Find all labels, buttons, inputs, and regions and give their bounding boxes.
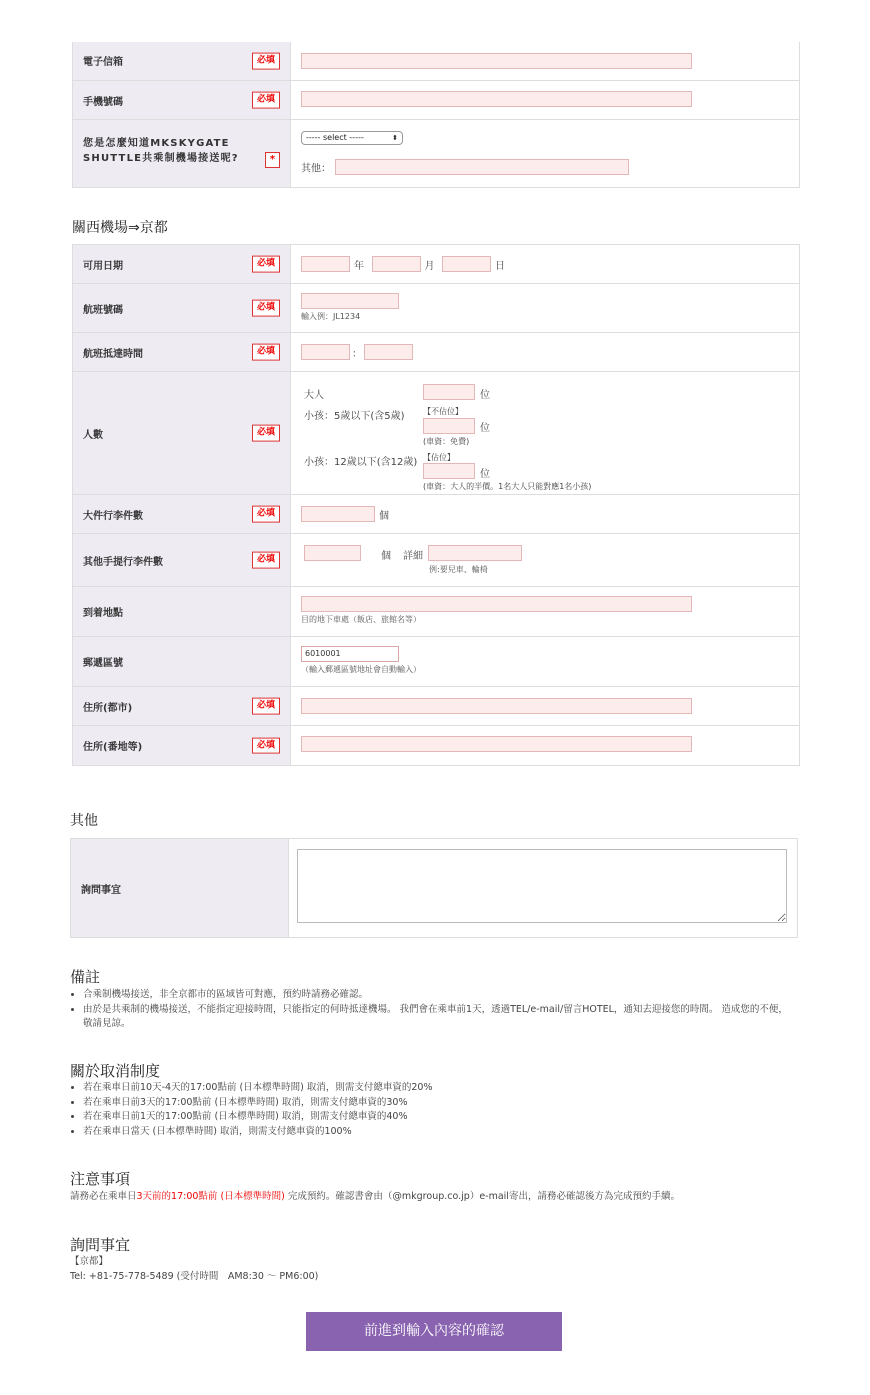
year-label: 年 bbox=[354, 260, 364, 272]
seat-note: 【佔位】 bbox=[423, 453, 455, 462]
list-item: • 若在乘車日當天 (日本標準時間) 取消，則需支付總車資的100% bbox=[83, 1125, 792, 1140]
child12-label: 小孩：12歲以下(含12歲) bbox=[304, 457, 418, 468]
required-badge: 必填 bbox=[252, 425, 280, 442]
source-select[interactable]: ----- select ----- ⬍ bbox=[301, 131, 403, 145]
city-row bbox=[73, 687, 799, 726]
year-field[interactable] bbox=[301, 256, 350, 272]
route-title: 關西機場⇒京都 bbox=[72, 220, 168, 236]
month-field[interactable] bbox=[372, 256, 421, 272]
city-field[interactable] bbox=[301, 698, 692, 714]
cancel-list bbox=[80, 1081, 792, 1139]
people-row bbox=[73, 372, 799, 495]
luggage-label: 大件行李件數 bbox=[83, 510, 143, 522]
flight-row bbox=[73, 284, 799, 333]
email-row bbox=[73, 42, 799, 81]
flight-hint: 輸入例：JL1234 bbox=[301, 312, 361, 321]
list-item: • 若在乘車日前3天的17:00點前 (日本標準時間) 取消，則需支付總車資的30% bbox=[83, 1096, 792, 1111]
destination-label: 到着地點 bbox=[83, 608, 123, 619]
hand-luggage-row bbox=[73, 534, 799, 587]
street-label: 住所(番地等) bbox=[83, 742, 143, 753]
half-fare-note: (車資：大人的半價。1名大人只能對應1名小孩) bbox=[423, 482, 592, 491]
hand-luggage-label: 其他手提行李件數 bbox=[83, 556, 163, 568]
other-field[interactable] bbox=[335, 159, 629, 175]
luggage-unit: 個 bbox=[379, 510, 389, 522]
inquiry-office: 【京都】 bbox=[70, 1256, 109, 1267]
adult-unit: 位 bbox=[480, 390, 490, 401]
arrival-hour-field[interactable] bbox=[301, 344, 350, 360]
required-badge: 必填 bbox=[252, 698, 280, 715]
list-item: • 合乘制機場接送，非全京都市的區域皆可對應，預約時請務必確認。 bbox=[83, 988, 792, 1003]
luggage-count-field[interactable] bbox=[301, 506, 375, 522]
caution-title: 注意事項 bbox=[70, 1170, 131, 1188]
date-row bbox=[73, 245, 799, 284]
source-row bbox=[73, 120, 799, 187]
child5-count-field[interactable] bbox=[423, 418, 475, 434]
destination-hint: 目的地下車處（飯店、旅館名等） bbox=[301, 615, 421, 624]
child5-unit: 位 bbox=[480, 423, 490, 434]
hand-luggage-count-field[interactable] bbox=[304, 545, 361, 561]
month-label: 月 bbox=[424, 260, 435, 272]
route-table bbox=[72, 244, 800, 766]
inquiry-title: 詢問事宜 bbox=[70, 1236, 131, 1254]
free-fare-note: (車資：免費) bbox=[423, 437, 470, 446]
required-badge: 必填 bbox=[252, 92, 280, 109]
detail-label: 詳細 bbox=[403, 551, 423, 562]
day-field[interactable] bbox=[442, 256, 491, 272]
required-badge: 必填 bbox=[252, 737, 280, 754]
inquiry-row bbox=[71, 839, 797, 937]
destination-field[interactable] bbox=[301, 596, 692, 612]
list-item: • 若在乘車日前1天的17:00點前 (日本標準時間) 取消，則需支付總車資的40% bbox=[83, 1110, 792, 1125]
required-badge: 必填 bbox=[252, 552, 280, 569]
day-label: 日 bbox=[495, 260, 505, 272]
arrival-row bbox=[73, 333, 799, 372]
inquiry-label: 詢問事宜 bbox=[81, 884, 121, 896]
arrival-minute-field[interactable] bbox=[364, 344, 413, 360]
confirm-button[interactable]: 前進到輸入內容的確認 bbox=[306, 1312, 562, 1351]
postal-code-field[interactable]: 6010001 bbox=[301, 646, 399, 662]
flight-label: 航班號碼 bbox=[83, 304, 123, 316]
people-label: 人數 bbox=[83, 429, 103, 441]
detail-field[interactable] bbox=[428, 545, 522, 561]
detail-hint: 例:要兒車、輪椅 bbox=[429, 565, 488, 574]
notes-title: 備註 bbox=[70, 968, 101, 986]
required-badge: 必填 bbox=[252, 53, 280, 70]
required-badge: 必填 bbox=[252, 300, 280, 317]
inquiry-tel: Tel: +81-75-778-5489 (受付時間 AM8:30 〜 PM6:00) bbox=[70, 1271, 319, 1282]
street-field[interactable] bbox=[301, 736, 692, 752]
required-badge: 必填 bbox=[252, 344, 280, 361]
postal-row bbox=[73, 637, 799, 687]
flight-number-field[interactable] bbox=[301, 293, 399, 309]
no-seat-note: 【不佔位】 bbox=[423, 407, 463, 416]
adult-count-field[interactable] bbox=[423, 384, 475, 400]
other-title: 其他 bbox=[70, 813, 98, 829]
cancel-title: 關於取消制度 bbox=[70, 1062, 161, 1080]
email-field[interactable] bbox=[301, 53, 692, 69]
adult-label: 大人 bbox=[304, 390, 324, 401]
email-label: 電子信箱 bbox=[83, 56, 123, 68]
source-label: 您是怎麼知道MKSKYGATE SHUTTLE共乘制機場接送呢? bbox=[83, 138, 241, 164]
required-badge: 必填 bbox=[252, 506, 280, 523]
postal-label: 郵遞區號 bbox=[83, 658, 123, 669]
inquiry-textarea[interactable] bbox=[297, 849, 787, 923]
luggage-row bbox=[73, 495, 799, 534]
phone-field[interactable] bbox=[301, 91, 692, 107]
list-item: • 若在乘車日前10天-4天的17:00點前 (日本標準時間) 取消，則需支付總車資的20% bbox=[83, 1081, 792, 1096]
required-badge: 必填 bbox=[252, 256, 280, 273]
child12-count-field[interactable] bbox=[423, 463, 475, 479]
phone-label: 手機號碼 bbox=[83, 96, 123, 108]
select-arrow-icon: ⬍ bbox=[392, 134, 398, 142]
date-label: 可用日期 bbox=[83, 260, 123, 272]
time-separator: ： bbox=[352, 348, 362, 360]
arrival-label: 航班抵達時間 bbox=[83, 348, 143, 360]
phone-row bbox=[73, 81, 799, 120]
contact-table bbox=[72, 42, 800, 188]
hand-luggage-unit: 個 bbox=[381, 551, 391, 562]
other-table bbox=[70, 838, 798, 938]
child12-unit: 位 bbox=[480, 469, 490, 480]
postal-hint: （輸入郵遞區號地址會自動輸入） bbox=[301, 665, 421, 674]
street-row bbox=[73, 726, 799, 765]
notes-list bbox=[80, 988, 792, 1032]
child5-label: 小孩：5歲以下(含5歲) bbox=[304, 411, 405, 422]
required-star-badge: * bbox=[265, 152, 280, 168]
other-label: 其他： bbox=[301, 163, 331, 175]
city-label: 住所(都市) bbox=[83, 702, 133, 714]
caution-text: 請務必在乘車日3天前的17:00點前 (日本標準時間) 完成預約。確認書會由（@mkgroup.co.jp）e-mail寄出，請務必確認後方為完成預約手續。 bbox=[70, 1191, 680, 1202]
caution-highlight: 3天前的17:00點前 (日本標準時間) bbox=[136, 1191, 285, 1202]
list-item: • 由於是共乘制的機場接送，不能指定迎接時間，只能指定的何時抵達機場。 我們會在乘車前1天，透過TEL/e-mail/留言HOTEL，通知去迎接您的時間。 造成您的不便，敬請見諒。 bbox=[83, 1003, 792, 1032]
destination-row bbox=[73, 587, 799, 637]
